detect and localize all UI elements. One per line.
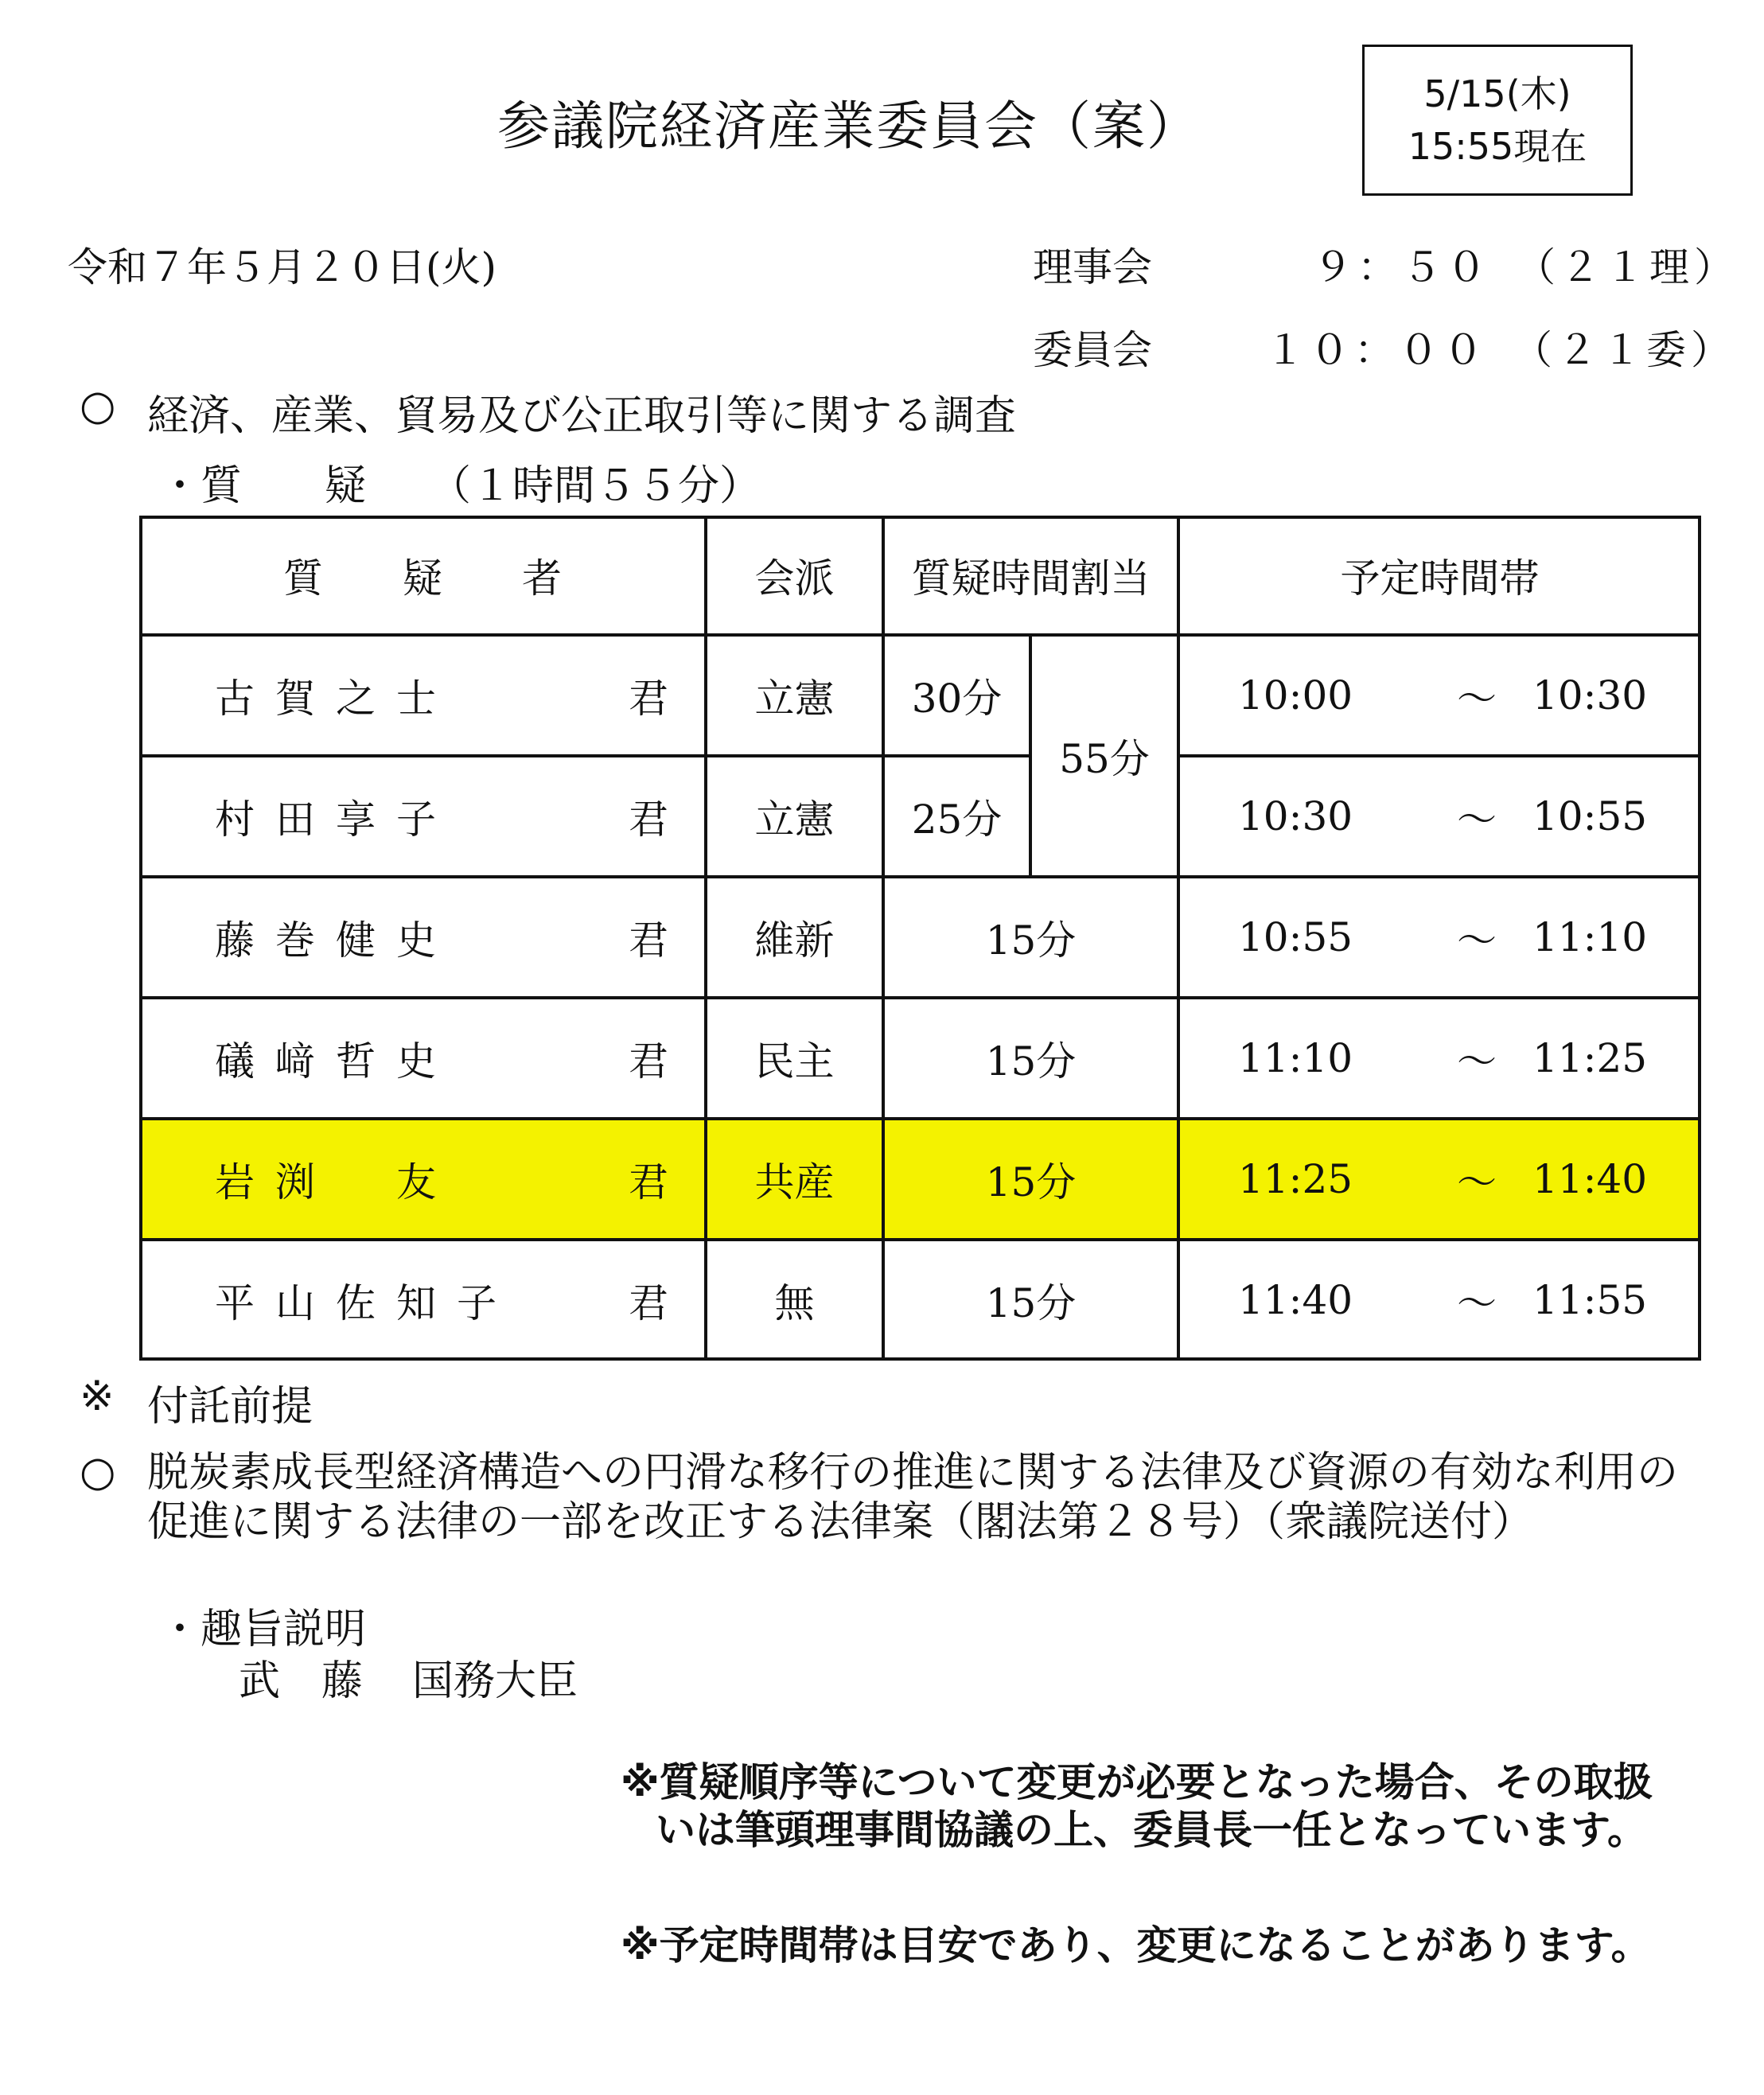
table-rule <box>1029 635 1032 877</box>
note-mark: ※ <box>80 1373 115 1420</box>
header-allocation: 質疑時間割当 <box>911 555 1151 602</box>
time-slot-cell <box>1178 1119 1701 1240</box>
party-cell: 共産 <box>706 1119 883 1240</box>
header-party: 会派 <box>754 555 835 602</box>
table-rule <box>139 1357 1701 1361</box>
honorific: 君 <box>629 1280 668 1326</box>
start-time: 11:40 <box>1238 1277 1353 1323</box>
start-time: 11:10 <box>1238 1035 1353 1081</box>
time-slot-cell <box>1178 1240 1701 1361</box>
questioner-name <box>139 998 706 1119</box>
footnote-order: ※質疑順序等について変更が必要となった場合、その取扱いは筆頭理事間協議の上、委員長一任となっています。 <box>621 1759 1653 1853</box>
header-slot: 予定時間帯 <box>1340 555 1540 602</box>
table-rule <box>139 516 1701 519</box>
minister-name: 武 藤 <box>239 1657 364 1705</box>
questioner-name-text: 平山佐知子 <box>215 1280 517 1326</box>
allocation-cell: 30分 <box>911 676 1003 722</box>
time-slot-cell <box>1178 877 1701 998</box>
questioner-name <box>139 1119 706 1240</box>
minister-title: 国務大臣 <box>412 1657 578 1705</box>
status-stamp <box>1362 45 1633 196</box>
question-total-time: （１時間５５分） <box>430 462 761 510</box>
party-cell: 民主 <box>754 1038 835 1084</box>
end-time: 10:55 <box>1532 793 1648 839</box>
tilde: ～ <box>1457 1280 1497 1326</box>
allocation-cell: 15分 <box>985 917 1077 964</box>
table-rule <box>139 1117 1701 1120</box>
tilde: ～ <box>1457 917 1497 964</box>
rijikai-time: ９：５０ （２１理） <box>1313 244 1739 290</box>
party-cell: 無 <box>774 1280 815 1326</box>
table-rule <box>139 1238 1701 1241</box>
table-rule <box>704 516 707 1361</box>
bill-title: 脱炭素成長型経済構造への円滑な移行の推進に関する法律及び資源の有効な利用の促進に関する法律の一部を改正する法律案（閣法第２８号）（衆議院送付） <box>147 1449 1679 1546</box>
questioner-name <box>139 756 706 877</box>
iinkai-label: 委員会 <box>1033 327 1152 373</box>
questioner-name <box>139 1240 706 1361</box>
tilde: ～ <box>1457 1038 1497 1084</box>
table-rule <box>1178 754 1701 757</box>
start-time: 11:25 <box>1238 1156 1353 1202</box>
tilde: ～ <box>1457 676 1497 722</box>
table-rule <box>1698 516 1701 1361</box>
honorific: 君 <box>629 1159 668 1205</box>
allocation-cell: 25分 <box>911 796 1003 843</box>
minister <box>239 1647 578 1707</box>
document-title: 参議院経済産業委員会（案） <box>497 95 1201 157</box>
table-rule <box>139 875 1701 878</box>
table-rule <box>882 516 885 1361</box>
question-bullet <box>159 452 761 512</box>
party-cell: 立憲 <box>754 796 835 843</box>
stamp-time: 15:55現在 <box>1408 125 1587 168</box>
header-questioner: 質 疑 者 <box>283 555 562 602</box>
end-time: 11:55 <box>1532 1277 1648 1323</box>
questioner-name-text: 村田享子 <box>215 796 457 843</box>
group-total-cell: 55分 <box>1059 736 1150 782</box>
note-text: 付託前提 <box>147 1383 313 1431</box>
honorific: 君 <box>629 1038 668 1084</box>
section-subject: 経済、産業、貿易及び公正取引等に関する調査 <box>147 392 1017 440</box>
allocation-cell: 15分 <box>985 1038 1077 1084</box>
start-time: 10:30 <box>1238 793 1353 839</box>
end-time: 10:30 <box>1532 672 1648 718</box>
questioner-name-text: 藤巻健史 <box>215 917 457 964</box>
allocation-cell: 15分 <box>985 1280 1077 1326</box>
allocation-cell: 15分 <box>883 1119 1178 1240</box>
time-slot-cell <box>1178 998 1701 1119</box>
honorific: 君 <box>629 676 668 722</box>
schedule-table <box>139 516 1701 1359</box>
section-marker: ○ <box>80 1448 116 1496</box>
section-marker: ○ <box>80 382 116 430</box>
tilde: ～ <box>1457 796 1497 843</box>
table-rule <box>139 754 1030 757</box>
footnote-schedule: ※予定時間帯は目安であり、変更になることがあります。 <box>621 1922 1651 1968</box>
questioner-name-text: 岩渕 友 <box>215 1159 457 1205</box>
stamp-date: 5/15(木) <box>1423 72 1571 115</box>
questioner-name <box>139 635 706 756</box>
time-slot-cell <box>1178 635 1701 756</box>
question-label: ・質 疑 <box>159 462 367 510</box>
start-time: 10:00 <box>1238 672 1353 718</box>
honorific: 君 <box>629 796 668 843</box>
rijikai-label: 理事会 <box>1033 244 1152 290</box>
table-rule <box>139 633 1701 637</box>
explanation-bullet: ・趣旨説明 <box>159 1606 367 1653</box>
tilde: ～ <box>1457 1159 1497 1205</box>
questioner-name <box>139 877 706 998</box>
meeting-date: 令和７年５月２０日(火) <box>68 244 497 290</box>
honorific: 君 <box>629 917 668 964</box>
table-rule <box>1177 516 1180 1361</box>
table-rule <box>139 516 142 1361</box>
questioner-name-text: 礒﨑哲史 <box>215 1038 457 1084</box>
iinkai-time: １０：００ （２１委） <box>1265 327 1735 373</box>
end-time: 11:25 <box>1532 1035 1648 1081</box>
party-cell: 維新 <box>754 917 835 964</box>
start-time: 10:55 <box>1238 914 1353 960</box>
time-slot-cell <box>1178 756 1701 877</box>
party-cell: 立憲 <box>754 676 835 722</box>
end-time: 11:40 <box>1532 1156 1648 1202</box>
end-time: 11:10 <box>1532 914 1648 960</box>
questioner-name-text: 古賀之士 <box>215 676 457 722</box>
table-rule <box>139 996 1701 999</box>
